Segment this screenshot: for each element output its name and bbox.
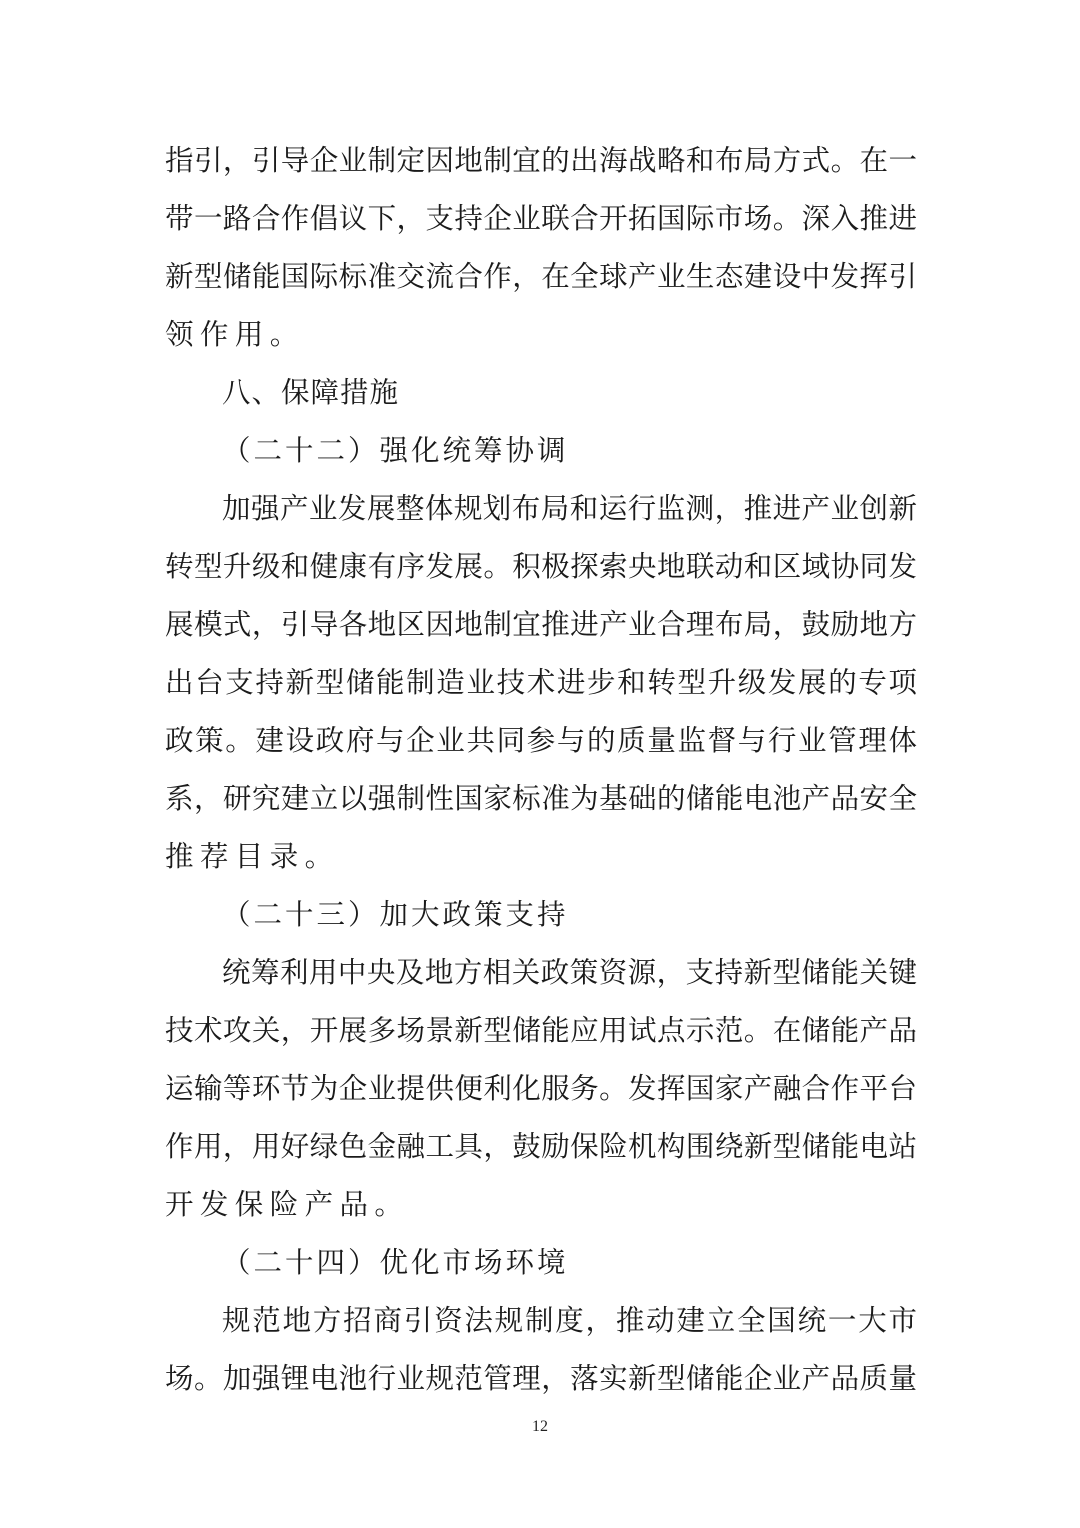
text-line: 新型储能国际标准交流合作，在全球产业生态建设中发挥引 — [165, 260, 917, 293]
text-line: 指引，引导企业制定因地制宜的出海战略和布局方式。在一 — [165, 144, 917, 177]
text-line: 场。加强锂电池行业规范管理，落实新型储能企业产品质量 — [165, 1362, 917, 1395]
subsection-22 — [165, 422, 917, 886]
text-line: 运输等环节为企业提供便利化服务。发挥国家产融合作平台 — [165, 1072, 917, 1105]
text-line: 带一路合作倡议下，支持企业联合开拓国际市场。深入推进 — [165, 202, 917, 235]
text-line: 加强产业发展整体规划布局和运行监测，推进产业创新 — [222, 492, 917, 525]
document-page — [165, 132, 917, 1408]
section-heading: 八、保障措施 — [222, 376, 400, 409]
text-line: 展模式，引导各地区因地制宜推进产业合理布局，鼓励地方 — [165, 608, 917, 641]
text-line: 统筹利用中央及地方相关政策资源，支持新型储能关键 — [222, 956, 917, 989]
text-line: 开发保险产品。 — [165, 1188, 410, 1221]
text-line: 作用，用好绿色金融工具，鼓励保险机构围绕新型储能电站 — [165, 1130, 917, 1163]
paragraph-intro — [165, 132, 917, 364]
text-line: 系，研究建立以强制性国家标准为基础的储能电池产品安全 — [165, 782, 917, 815]
text-line: 规范地方招商引资法规制度，推动建立全国统一大市 — [222, 1304, 917, 1337]
text-line: 推荐目录。 — [165, 840, 340, 873]
page-number: 12 — [532, 1418, 548, 1435]
subsection-heading: （二十二）强化统筹协调 — [222, 434, 569, 467]
subsection-heading: （二十四）优化市场环境 — [222, 1246, 569, 1279]
text-line: 出台支持新型储能制造业技术进步和转型升级发展的专项 — [165, 666, 917, 699]
subsection-24 — [165, 1234, 917, 1408]
subsection-23 — [165, 886, 917, 1234]
text-line: 技术攻关，开展多场景新型储能应用试点示范。在储能产品 — [165, 1014, 917, 1047]
text-line: 政策。建设政府与企业共同参与的质量监督与行业管理体 — [165, 724, 917, 757]
text-line: 领作用。 — [165, 318, 305, 351]
text-line: 转型升级和健康有序发展。积极探索央地联动和区域协同发 — [165, 550, 917, 583]
subsection-heading: （二十三）加大政策支持 — [222, 898, 569, 931]
